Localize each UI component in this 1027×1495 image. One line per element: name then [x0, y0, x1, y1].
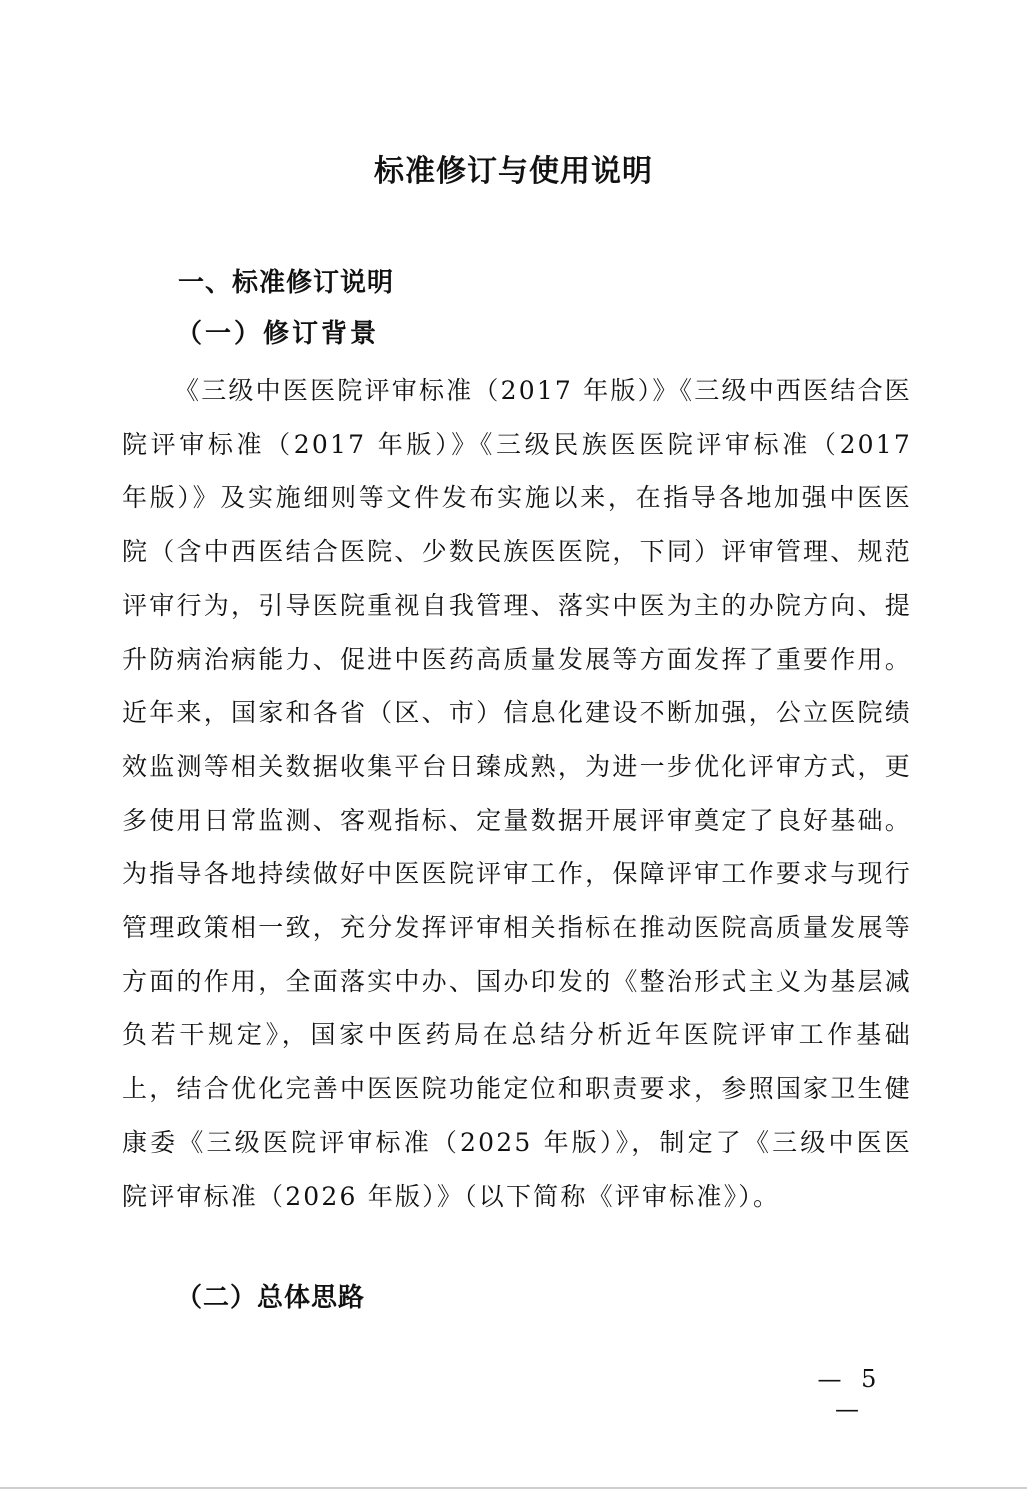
background-paragraph: 《三级中医医院评审标准（2017 年版）》《三级中西医结合医院评审标准（2017 年版）》《三级民族医医院评审标准（2017 年版）》及实施细则等文件发布实施以来，在指导各地加强中医医院（含中西医结合医院、少数民族医医院，下同）评审管理、规范评审行为，引导医院重视自我管理、落实中医为主的办院方向、提升防病治病能力、促进中医药高质量发展等方面发挥了重要作用。近年来，国家和各省（区、市）信息化建设不断加强，公立医院绩效监测等相关数据收集平台日臻成熟，为进一步优化评审方式，更多使用日常监测、客观指标、定量数据开展评审奠定了良好基础。为指导各地持续做好中医医院评审工作，保障评审工作要求与现行管理政策相一致，充分发挥评审相关指标在推动医院高质量发展等方面的作用，全面落实中办、国办印发的《整治形式主义为基层减负若干规定》，国家中医药局在总结分析近年医院评审工作基础上，结合优化完善中医医院功能定位和职责要求，参照国家卫生健康委《三级医院评审标准（2025 年版）》，制定了《三级中医医院评审标准（2026 年版）》（以下简称《评审标准》）。: [122, 376, 912, 1211]
page-bottom-divider: [0, 1487, 1027, 1489]
subsection-heading-background: （一）修订背景: [176, 319, 380, 349]
subsection-heading-overall-approach: （二）总体思路: [176, 1283, 366, 1313]
page-number: — 5 —: [817, 1365, 883, 1423]
section-heading: 一、标准修订说明: [178, 268, 395, 298]
document-title: 标准修订与使用说明: [374, 154, 653, 189]
